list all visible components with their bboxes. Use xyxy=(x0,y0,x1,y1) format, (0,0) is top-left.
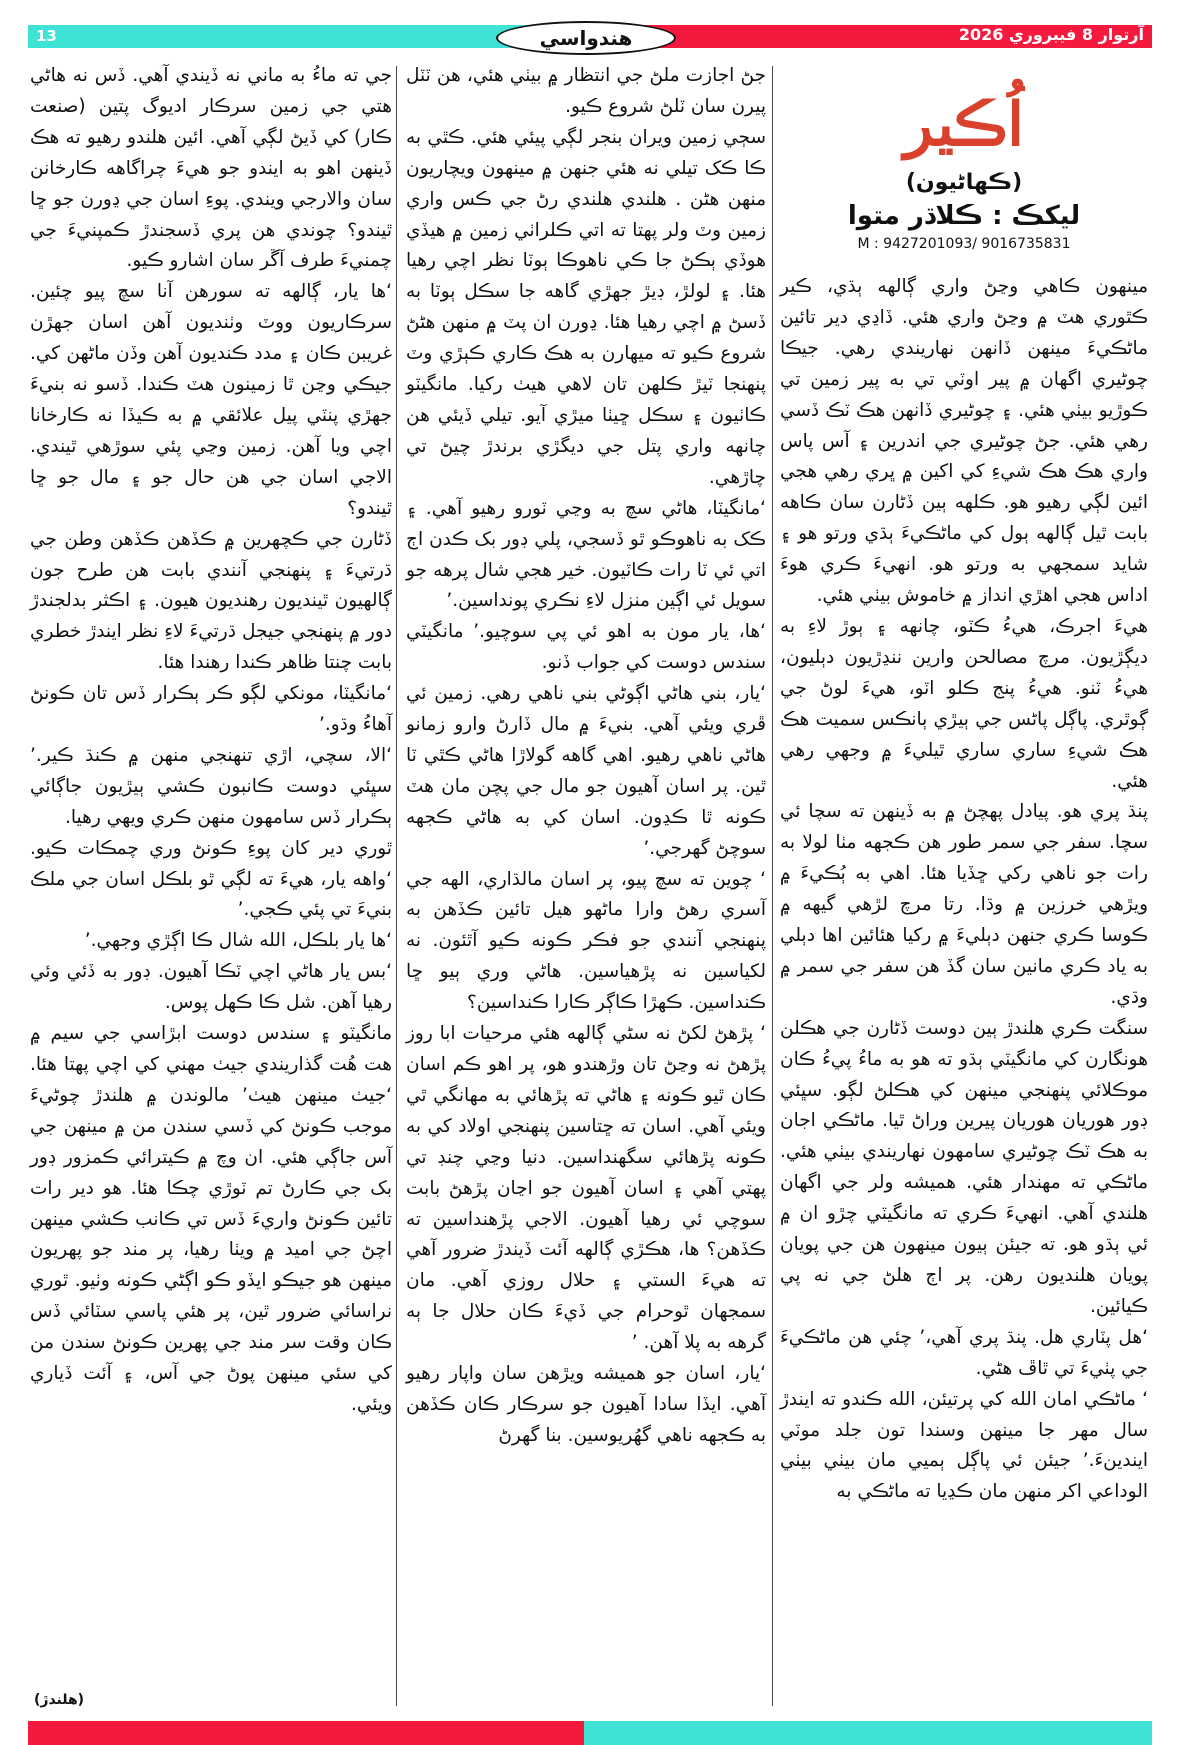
paragraph: مينهون ڪاهي وڃڻ واري ڳالهه ٻڌي، ڪير ڪٿوري هٽ ۾ وڃڻ واري هئي. ڏاڍي دير تائين ماڻڪيءَ مينهن ڏانهن نهاريندي رهي. جيڪا چوڻيري اگهان ۾ پير اوٽي تي به پير زمين تي ڪوڙيو بيٺي هئي. ۽ چوڻيري ڏانهن هڪ ٽڪ ڏسي رهي هئي. جڻ چوڻيري جي اندرين ۽ آس پاس واري هڪ هڪ شيءِ کي اکين ۾ ڀري رهي هجي ائين لڳي رهيو هو. ڪلهه ٻين ڏڻارن سان ڪاهه بابت ٿيل ڳالهه ٻول کي ماڻڪيءَ ٻڌي ورتو هو ۽ شايد سمجهي به ورتو هو. انهيءَ ڪري هوءَ اداس هجي اهڙي انداز ۾ خاموش بيٺي هئي. xyxy=(780,276,1148,607)
paragraph: ٿوري دير کان پوءِ ڪونڻ وري چمڪات ڪيو. ‘واهه يار، هيءَ ته لڳي ٿو بلڪل اسان جي ملڪ بنيءَ تي پئي ڪجي.’ xyxy=(30,837,392,921)
paragraph: جڻ اجازت ملڻ جي انتظار ۾ بيٺي هئي، هن ٽٽل پيرن سان ٽلڻ شروع ڪيو. xyxy=(406,65,766,117)
paragraph: ‘ها يار، ڳالهه ته سورهن آنا سچ پيو چئين. سرڪاريون ووٽ وٺنديون آهن اسان جهڙن غريبن ڪان ۽ مدد ڪنديون آهن وڏن ماڻهن کي. جيڪي وڃن ٿا زمينون هٽ ڪندا. ڏسو نه بنيءَ جهڙي پنٽي پيل علائقي ۾ به ڪيڏا نه ڪارخانا اچي ويا آهن. زمين وڃي پئي سوڙهي ٿيندي. الاجي اسان جي هن حال جو ۽ مال جو ڇا ٿيندو؟ xyxy=(30,281,392,519)
paragraph: ڏڻارن جي ڪچهرين ۾ ڪڏهن ڪڏهن وطن جي ڌرتيءَ ۽ پنهنجي آنندي بابت هن طرح جون ڳالهيون ٿينديون رهنديون هيون. ۽ اڪثر بدلجندڙ دور ۾ پنهنجي جيجل ڌرتيءَ لاءِ نظر ايندڙ خطري بابت چنتا ظاهر ڪندا رهندا هئا. xyxy=(30,528,392,674)
text-column-2 xyxy=(406,61,766,1452)
masthead-logo: هندواسي xyxy=(496,21,676,55)
continued-label: (هلندڙ) xyxy=(34,1692,85,1708)
paragraph: ‘ ماڻڪي امان الله کي پرتيئن، الله ڪندو ته ايندڙ سال مهر جا مينهن وسندا تون جلد موٽي ايندينءَ.’ جيئن ئي پاڳل ٻميي مان بيٺي بيٺي الوداعي اکر منهن مان ڪڍيا ته ماڻڪي به xyxy=(780,1388,1148,1503)
column-divider xyxy=(772,66,773,1706)
paragraph: مانگيٽو ۽ سندس دوست ابڙاسي جي سيم ۾ هت هُت گذاريندي جيٺ مهني کي اچي پهتا هئا. ‘جيٺ مينهن هيٺ’ مالوندن ۾ هلندڙ چوڻيءَ موجب ڪونڻ کي ڏسي سندن من ۾ مينهن جي آس جاڳي هئي. ان وچ ۾ ڪيترائي ڪمزور ڊور بک جي ڪارڻ تم ٽوڙي چڪا هئا. هو دير رات تائين ڪونڻ واريءَ ڏس تي ڪانب ڪشي مينهن اچڻ جي اميد ۾ ويٺا رهيا، پر مند جو پهريون مينهن هو جيڪو ايڏو ڪو اڳڻي ڪونه وٺيو. ٿوري نراسائي ضرور ٿين، پر هئي پاسي سٽائي ڏس ڪان وقت سر مند جي پهرين ڪونڻ سندن من کي سئي مينهن پوڻ جي آس، ۽ آئت ڏياري ويئي. xyxy=(30,1023,392,1415)
paragraph: پنڌ پري هو. پيادل پهچڻ ۾ به ڏينهن ته سچا ئي سچا. سفر جي سمر طور هن ڪجهه مٺا لولا به رات جو ناهي رکي ڇڏيا هئا. اهي به ٻُڪيءَ ۾ ويڙهي خرزين ۾ وڌا. رتا مرچ لڙهي گيهه ۾ ڪوسا ڪري جنهن دٻليءَ ۾ رکيا هئائين اها دٻلي به ياد ڪري مانين سان گڏ هن سفر جي سمر ۾ وڌي. xyxy=(780,801,1148,1008)
footer-bar xyxy=(28,1721,1152,1745)
paragraph: ‘ چوين ته سچ پيو، پر اسان مالڌاري، الهه جي آسري رهڻ وارا ماڻهو هيل تائين ڪڏهن به پنهنجي آنندي جو فڪر ڪونه ڪيو آٿئون. نه لکياسين نه پڙهياسين. هاڻي وري ٻيو ڇا ڪنداسين. ڪهڙا ڪاڳر ڪارا ڪنداسين؟ xyxy=(406,868,766,1014)
paragraph: ‘مانگيٽا، مونکي لڳو ڪر ٻڪرار ڏس تان ڪونڻ آهاءُ وڌو.’ xyxy=(30,683,392,736)
paragraph: جي ته ماءُ به ماني نه ڏيندي آهي. ڏس نه هاڻي هتي جي زمين سرڪار اديوگ پتين (صنعت ڪار) کي ڏيڻ لڳي آهي. ائين هلندو رهيو ته هڪ ڏينهن اهو به ايندو جو هيءَ چراگاهه ڪارخانن سان والارجي ويندي. پوءِ اسان جي ڍورن جو ڇا ٿيندو؟ چوندي هن پري ڏسجندڙ ڪمپنيءَ جي چمنيءَ طرف آڱر سان اشارو ڪيو. xyxy=(30,65,392,272)
paragraph: ‘هل پٽاري هل. پنڌ پري آهي،’ چئي هن ماڻڪيءَ جي پٺيءَ تي ٿاڦ هڻي. xyxy=(780,1326,1148,1379)
paragraph: ‘ پڙهڻ لکڻ نه سڻي ڳالهه هئي مرحيات ابا روز پڙهڻ نه وڃڻ تان وڙهندو هو، پر اهو ڪم اسان ڪان ٿيو ڪونه ۽ هاڻي ته پڙهائي به مهانگي ٿي ويئي آهي. اسان ته ڇتاسين پنهنجي اولاد کي به ڪونه پڙهائي سگهنداسين. دنيا وڃي چنڊ تي پهتي آهي ۽ اسان آهيون جو اڃان پڙهڻ بابت سوچي ئي رهيا آهيون. الاجي پڙهنداسين ته ڪڏهن؟ ها، هڪڙي ڳالهه آئت ڏيندڙ ضرور آهي ته هيءَ الستي ۽ حلال روزي آهي. مان سمجهان ٿوحرام جي ڏيءَ ڪان حلال جا ٻه گرهه به پلا آهن. ’ xyxy=(406,1023,766,1354)
paragraph: هيءَ اجرڪ، هيءُ ڪٽو، چانهه ۽ ٻوڙ لاءِ به ديڳڙيون. مرچ مصالحن وارين ننڍڙيون دٻليون، هيءُ ٽنو. هيءُ پنج ڪلو اٽو، هيءَ لوڻ جي ڳوٿري. پاڳل پاڻس جي ٻيڙي ٻانڪس سميت هڪ هڪ شيءِ ساري ساري ٿيليءَ ۾ وجهي رهي هئي. xyxy=(780,615,1148,792)
text-column-3 xyxy=(30,61,392,1421)
story-heading xyxy=(780,88,1148,254)
paragraph: ‘بس يار هاڻي اچي ٽڪا آهيون. ڊور به ڏئي وئي رهيا آهن. شل ڪا ڪهل پوس. xyxy=(30,961,392,1014)
paragraph: سنگت ڪري هلندڙ ٻين دوست ڏڻارن جي هڪلن هونگارن کي مانگيٽي ٻڌو ته هو به ماءُ پيءُ ڪان موڪلائي پنهنجي مينهن کي هڪلڻ لڳو. سڀئي ڊور هوريان هوريان پيرين وراڻ ٿيا. ماڻڪي اجان به هڪ ٽڪ چوڻيري سامهون نهاريندي بيٺي هئي. ماڻڪي ته مهندار هئي. هميشه ولر جي اگهان هلندي آهي. انهيءَ ڪري ته مانگيٽي چڙو ان ۾ ئي ٻڌو هو. ته جيئن ٻيون مينهون هن جي پويان پويان هلنديون رهن. پر اڄ هلڻ جي نه پي ڪيائين. xyxy=(780,1017,1148,1317)
text-column-1 xyxy=(780,272,1148,1508)
story-genre: (ڪهاڻيون) xyxy=(905,170,1023,195)
footer-bar-cyan xyxy=(584,1721,1152,1745)
column-divider xyxy=(396,66,397,1706)
paragraph: ‘ها يار بلڪل، الله شال ڪا اڳڙي وجهي.’ xyxy=(84,930,392,952)
page-number: 13 xyxy=(36,27,57,45)
paragraph: ‘يار، بني هاڻي اڳوڻي بني ناهي رهي. زمين ئي ڦري ويئي آهي. بنيءَ ۾ مال ڏارڻ وارو زمانو هاڻي ناهي رهيو. اهي گاهه گولاڙا هاڻي ڪٿي ٽا ٿين. پر اسان آهيون جو مال جي پچن مان هٽ ڪونه ٿا ڪڍون. اسان کي به هاڻي ڪجهه سوچڻ گهرجي.’ xyxy=(406,683,766,859)
header-bar-cyan xyxy=(28,25,546,48)
paragraph: ‘مانگيٽا، هاڻي سچ به وڃي ٽورو رهيو آهي. ۽ ڪک به ناهوڪو ٿو ڏسجي، پلي ڊور بک ڪدن اڄ اتي ئي ٽا رات ڪاٽيون. خير هجي شال پرهه جو سويل ئي اڳين منزل لاءِ نڪري پونداسين.’ xyxy=(406,497,766,612)
issue-date: آرتوار 8 فيبروري 2026 xyxy=(958,25,1144,44)
paragraph: سڄي زمين ويران بنجر لڳي پيئي هئي. ڪٿي به ڪا ڪک تيلي نه هئي جنهن ۾ مينهون ويچاريون منهن هڻن . هلندي هلندي رڻ جي ڪس واري زمين وٽ ولر پهتا ته اتي ڪلراٺي زمين ۾ هيڏي هوڏي ٻڪڻ جا ڪي ناهوڪا ٻوٽا نظر اچي رهيا هئا. ۽ لولڙ، ڊيڙ جهڙي گاهه جا سڪل ٻوٽا به ڏسڻ ۾ اچي رهيا هئا. ڍورن ان پٽ ۾ منهن هڻڻ شروع ڪيو ته ميهارن به هڪ ڪاري ڪٻڙي وٽ پنهنجا ٽيڙ ڪلهن تان لاهي هيٺ رکيا. مانگيٽو ڪاٺيون ۽ سڪل ڇيٺا ميڙي آيو. تيلي ڏيئي هن چانهه واري پتل جي ديگڙي برندڙ چيڻ تي چاڙهي. xyxy=(406,126,766,488)
paragraph: ‘الا، سچي، اڙي تنهنجي منهن ۾ ڪنڌ ڪير.’ سڀئي دوست ڪانبون ڪشي ٻيڙيون جاڳائي ٻڪرار ڏس سامهون منهن ڪري ويهي رهيا. xyxy=(30,744,392,828)
paragraph: ‘ها، يار مون به اهو ئي پي سوچيو.’ مانگيٽي سندس دوست کي جواب ڏنو. xyxy=(406,621,766,674)
paragraph: ‘يار، اسان جو هميشه ويڙهن سان واپار رهيو آهي. ايڏا سادا آهيون جو سرڪار ڪان ڪڏهن به ڪجهه ناهي گهُريوسين. بنا گهرڻ xyxy=(406,1363,766,1446)
author-phone: M : 9427201093/ 9016735831 xyxy=(857,236,1071,252)
story-author: ليکڪ : ڪلاڌر متوا xyxy=(847,201,1081,231)
footer-bar-red xyxy=(28,1721,584,1745)
story-title: اُڪير xyxy=(904,90,1024,160)
